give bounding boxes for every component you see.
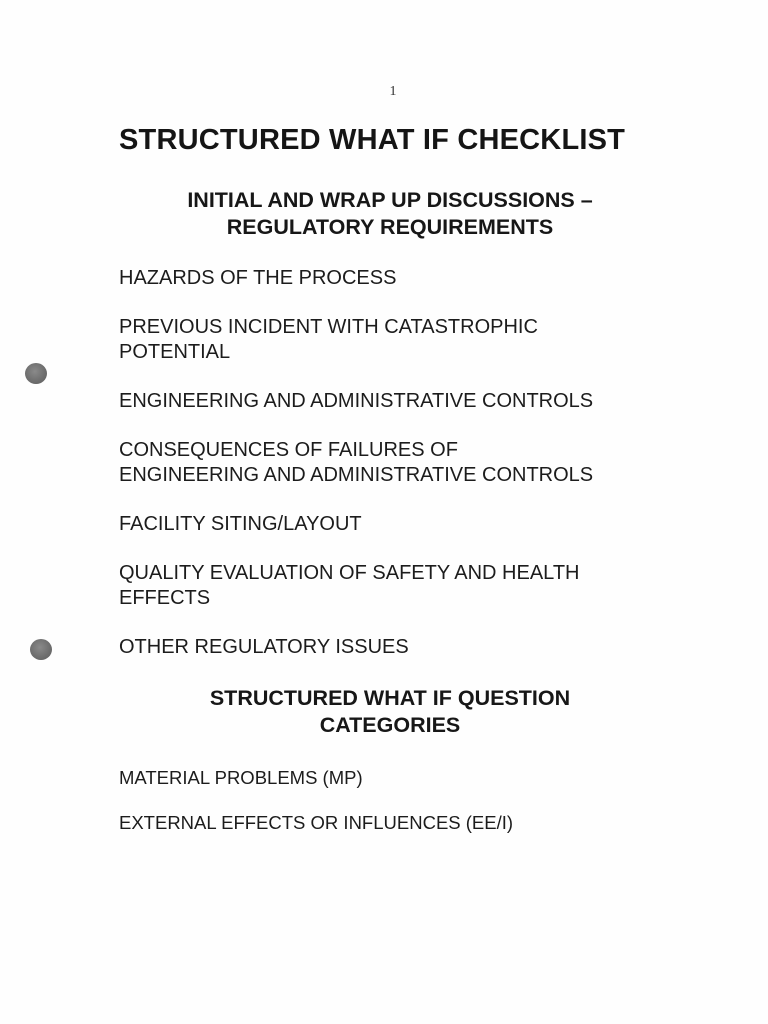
checklist-item — [119, 315, 538, 364]
section-heading-line: STRUCTURED WHAT IF QUESTION — [209, 686, 571, 710]
checklist-item — [119, 561, 579, 610]
page-number: 1 — [389, 84, 397, 99]
checklist-item-text: ENGINEERING AND ADMINISTRATIVE CONTROLS — [119, 390, 594, 412]
category-item — [119, 766, 363, 791]
category-item-text: EXTERNAL EFFECTS OR INFLUENCES (EE/I) — [119, 812, 514, 833]
checklist-item — [119, 438, 593, 487]
punch-hole-mark — [30, 639, 52, 660]
checklist-item-text: ENGINEERING AND ADMINISTRATIVE CONTROLS — [119, 463, 594, 486]
document-title: STRUCTURED WHAT IF CHECKLIST — [119, 124, 626, 156]
checklist-item — [119, 389, 593, 414]
section-heading-question-categories — [0, 685, 768, 739]
category-item-text: MATERIAL PROBLEMS (MP) — [119, 767, 363, 788]
checklist-item-text: EFFECTS — [119, 586, 211, 609]
checklist-item-text: CONSEQUENCES OF FAILURES OF — [119, 439, 458, 461]
section-heading-line: REGULATORY REQUIREMENTS — [226, 215, 554, 239]
section-heading-regulatory — [0, 187, 768, 241]
checklist-item-text: OTHER REGULATORY ISSUES — [119, 636, 409, 658]
checklist-item-text: PREVIOUS INCIDENT WITH CATASTROPHIC — [119, 316, 538, 338]
section-heading-line: INITIAL AND WRAP UP DISCUSSIONS – — [187, 188, 593, 212]
checklist-item-text: HAZARDS OF THE PROCESS — [119, 267, 397, 289]
punch-hole-mark — [25, 363, 47, 384]
checklist-item — [119, 512, 362, 537]
section-heading-line: CATEGORIES — [319, 713, 461, 737]
checklist-item-text: POTENTIAL — [119, 340, 231, 363]
checklist-item-text: FACILITY SITING/LAYOUT — [119, 513, 362, 535]
checklist-item-text: QUALITY EVALUATION OF SAFETY AND HEALTH — [119, 562, 580, 584]
checklist-item — [119, 635, 409, 660]
checklist-item — [119, 266, 396, 291]
category-item — [119, 811, 513, 836]
